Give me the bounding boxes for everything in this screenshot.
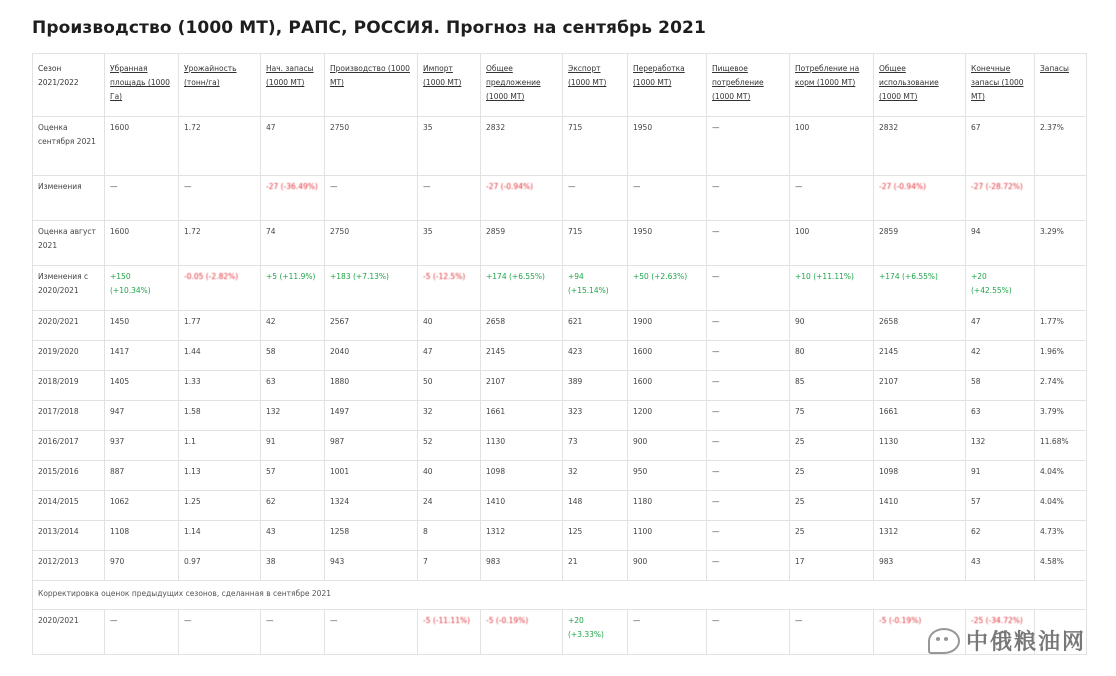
table-cell: — <box>707 551 790 581</box>
table-cell: 1.14 <box>179 521 261 551</box>
table-cell: 67 <box>966 117 1035 176</box>
table-cell: 47 <box>261 117 325 176</box>
table-cell: 1900 <box>628 311 707 341</box>
column-header[interactable]: Запасы <box>1035 54 1087 117</box>
table-cell: — <box>707 266 790 311</box>
table-cell: — <box>628 176 707 221</box>
table-cell: 80 <box>790 341 874 371</box>
table-cell: +20 (+3.33%) <box>563 610 628 655</box>
table-body <box>33 117 1087 655</box>
table-cell: 1600 <box>628 341 707 371</box>
table-cell: 1130 <box>874 431 966 461</box>
table-cell: 2567 <box>325 311 418 341</box>
table-cell: 1312 <box>874 521 966 551</box>
table-cell: 2832 <box>874 117 966 176</box>
column-header[interactable]: Пищевое потребление (1000 МТ) <box>707 54 790 117</box>
table-row <box>33 461 1087 491</box>
table-cell: 132 <box>966 431 1035 461</box>
watermark-text: 中俄粮油网 <box>965 630 1086 655</box>
table-cell: 100 <box>790 221 874 266</box>
table-cell: 75 <box>790 401 874 431</box>
table-cell: -27 (-28.72%) <box>966 176 1035 221</box>
row-label: 2014/2015 <box>33 491 105 521</box>
table-cell: 983 <box>481 551 563 581</box>
table-cell: 715 <box>563 221 628 266</box>
column-header[interactable]: Импорт (1000 МТ) <box>418 54 481 117</box>
table-cell: 17 <box>790 551 874 581</box>
table-cell: 25 <box>790 461 874 491</box>
table-cell: — <box>707 117 790 176</box>
column-header: Сезон 2021/2022 <box>33 54 105 117</box>
row-label: 2019/2020 <box>33 341 105 371</box>
table-row <box>33 311 1087 341</box>
table-cell: 1661 <box>874 401 966 431</box>
table-cell: 62 <box>261 491 325 521</box>
table-cell: -5 (-11.11%) <box>418 610 481 655</box>
table-cell: 1600 <box>105 221 179 266</box>
table-row <box>33 266 1087 311</box>
row-label: 2015/2016 <box>33 461 105 491</box>
column-header[interactable]: Производство (1000 МТ) <box>325 54 418 117</box>
table-cell: 1417 <box>105 341 179 371</box>
table-cell: 47 <box>966 311 1035 341</box>
table-cell: -27 (-0.94%) <box>874 176 966 221</box>
table-cell: — <box>707 176 790 221</box>
table-cell: 1062 <box>105 491 179 521</box>
table-cell: 2107 <box>874 371 966 401</box>
note-row <box>33 581 1087 610</box>
table-cell: 90 <box>790 311 874 341</box>
table-cell: 943 <box>325 551 418 581</box>
table-cell: 125 <box>563 521 628 551</box>
table-cell: — <box>707 221 790 266</box>
table-row <box>33 117 1087 176</box>
table-cell: 887 <box>105 461 179 491</box>
table-cell: — <box>790 610 874 655</box>
table-cell: +50 (+2.63%) <box>628 266 707 311</box>
table-cell: 1258 <box>325 521 418 551</box>
table-cell: 52 <box>418 431 481 461</box>
table-cell: — <box>707 491 790 521</box>
table-cell: 900 <box>628 551 707 581</box>
table-cell: — <box>563 176 628 221</box>
table-cell: 937 <box>105 431 179 461</box>
table-cell: 970 <box>105 551 179 581</box>
page-title: Производство (1000 МТ), РАПС, РОССИЯ. Прогноз на сентябрь 2021 <box>32 18 706 38</box>
table-cell: 91 <box>966 461 1035 491</box>
table-cell: 7 <box>418 551 481 581</box>
table-cell: 1098 <box>874 461 966 491</box>
table-cell: 2658 <box>481 311 563 341</box>
table-cell: +174 (+6.55%) <box>481 266 563 311</box>
table-cell: 21 <box>563 551 628 581</box>
table-cell: 4.58% <box>1035 551 1087 581</box>
table-cell: — <box>325 610 418 655</box>
table-cell: 58 <box>261 341 325 371</box>
table-cell: 50 <box>418 371 481 401</box>
table-cell: 43 <box>966 551 1035 581</box>
table-cell: +174 (+6.55%) <box>874 266 966 311</box>
table-cell: 58 <box>966 371 1035 401</box>
table-cell: -5 (-0.19%) <box>874 610 966 655</box>
table-row <box>33 401 1087 431</box>
table-cell: 2107 <box>481 371 563 401</box>
table-cell: 323 <box>563 401 628 431</box>
table-cell: 1410 <box>874 491 966 521</box>
table-cell: 2658 <box>874 311 966 341</box>
table-row <box>33 521 1087 551</box>
table-cell: 1130 <box>481 431 563 461</box>
table-cell: 1.77% <box>1035 311 1087 341</box>
table-cell: — <box>105 610 179 655</box>
table-cell: 0.97 <box>179 551 261 581</box>
table-cell: +5 (+11.9%) <box>261 266 325 311</box>
table-cell: -27 (-0.94%) <box>481 176 563 221</box>
table-cell: 63 <box>966 401 1035 431</box>
table-cell: — <box>707 401 790 431</box>
table-cell: 25 <box>790 521 874 551</box>
table-cell: — <box>325 176 418 221</box>
table-cell: 25 <box>790 431 874 461</box>
table-cell: 2040 <box>325 341 418 371</box>
table-cell: 40 <box>418 311 481 341</box>
forecast-table <box>32 53 1087 655</box>
table-cell: 1108 <box>105 521 179 551</box>
table-cell: 94 <box>966 221 1035 266</box>
row-label: Изменения с 2020/2021 <box>33 266 105 311</box>
table-cell <box>1035 266 1087 311</box>
column-header[interactable]: Убранная площадь (1000 Га) <box>105 54 179 117</box>
row-label: 2016/2017 <box>33 431 105 461</box>
table-row <box>33 341 1087 371</box>
table-cell: 1098 <box>481 461 563 491</box>
table-cell: +10 (+11.11%) <box>790 266 874 311</box>
table-header-row <box>33 54 1087 117</box>
table-cell: — <box>707 461 790 491</box>
column-header[interactable]: Конечные запасы (1000 МТ) <box>966 54 1035 117</box>
table-cell: — <box>105 176 179 221</box>
table-cell: 1.72 <box>179 221 261 266</box>
table-cell: 1661 <box>481 401 563 431</box>
table-cell: 1950 <box>628 117 707 176</box>
table-cell: 32 <box>418 401 481 431</box>
table-cell: 1410 <box>481 491 563 521</box>
forecast-table-container <box>32 53 1086 655</box>
watermark <box>928 625 1086 656</box>
table-cell: 1950 <box>628 221 707 266</box>
table-cell: 3.79% <box>1035 401 1087 431</box>
table-cell: 1200 <box>628 401 707 431</box>
column-header[interactable]: Урожайность (тонн/га) <box>179 54 261 117</box>
table-cell: 32 <box>563 461 628 491</box>
wechat-icon <box>928 628 960 654</box>
table-cell: 1600 <box>105 117 179 176</box>
table-cell: -5 (-12.5%) <box>418 266 481 311</box>
table-cell: 1.72 <box>179 117 261 176</box>
table-cell: 38 <box>261 551 325 581</box>
table-cell: — <box>707 311 790 341</box>
table-cell: 40 <box>418 461 481 491</box>
table-cell: 1600 <box>628 371 707 401</box>
table-cell: 715 <box>563 117 628 176</box>
table-row <box>33 491 1087 521</box>
table-cell: — <box>418 176 481 221</box>
table-cell: — <box>707 431 790 461</box>
table-cell: 47 <box>418 341 481 371</box>
table-cell: — <box>707 521 790 551</box>
table-cell: — <box>707 610 790 655</box>
table-cell: 4.04% <box>1035 491 1087 521</box>
table-cell: 389 <box>563 371 628 401</box>
table-cell: 43 <box>261 521 325 551</box>
table-cell: +20 (+42.55%) <box>966 266 1035 311</box>
column-header[interactable]: Экспорт (1000 МТ) <box>563 54 628 117</box>
table-cell: 1497 <box>325 401 418 431</box>
table-cell: 57 <box>966 491 1035 521</box>
column-header[interactable]: Общее использование (1000 МТ) <box>874 54 966 117</box>
table-cell: -25 (-34.72%) <box>966 610 1035 655</box>
table-cell: 4.73% <box>1035 521 1087 551</box>
table-cell: 2750 <box>325 117 418 176</box>
table-row <box>33 431 1087 461</box>
table-cell: 1.25 <box>179 491 261 521</box>
table-cell: 900 <box>628 431 707 461</box>
table-cell: 1.13 <box>179 461 261 491</box>
column-header[interactable]: Общее предложение (1000 МТ) <box>481 54 563 117</box>
table-cell: 57 <box>261 461 325 491</box>
table-cell: — <box>179 610 261 655</box>
table-cell: -5 (-0.19%) <box>481 610 563 655</box>
row-label: 2020/2021 <box>33 610 105 655</box>
table-cell: 91 <box>261 431 325 461</box>
row-label: 2012/2013 <box>33 551 105 581</box>
table-cell: 1.77 <box>179 311 261 341</box>
table-cell: +94 (+15.14%) <box>563 266 628 311</box>
table-cell: 1880 <box>325 371 418 401</box>
table-cell: 1312 <box>481 521 563 551</box>
table-cell: 947 <box>105 401 179 431</box>
table-cell: 74 <box>261 221 325 266</box>
row-label: Оценка август 2021 <box>33 221 105 266</box>
table-cell: -27 (-36.49%) <box>261 176 325 221</box>
table-cell: 4.04% <box>1035 461 1087 491</box>
table-cell: 35 <box>418 117 481 176</box>
column-header[interactable]: Переработка (1000 МТ) <box>628 54 707 117</box>
correction-note: Корректировка оценок предыдущих сезонов, сделанная в сентябре 2021 <box>33 581 1087 610</box>
row-label: 2018/2019 <box>33 371 105 401</box>
table-cell: 1324 <box>325 491 418 521</box>
table-cell: 42 <box>966 341 1035 371</box>
table-cell: 1001 <box>325 461 418 491</box>
table-cell: 2859 <box>874 221 966 266</box>
row-label: 2020/2021 <box>33 311 105 341</box>
row-label: Изменения <box>33 176 105 221</box>
table-cell: 24 <box>418 491 481 521</box>
row-label: Оценка сентября 2021 <box>33 117 105 176</box>
table-cell: 2859 <box>481 221 563 266</box>
column-header[interactable]: Потребление на корм (1000 МТ) <box>790 54 874 117</box>
table-cell: 62 <box>966 521 1035 551</box>
table-cell: 1450 <box>105 311 179 341</box>
table-cell: 2832 <box>481 117 563 176</box>
table-cell: 1180 <box>628 491 707 521</box>
table-cell: 2145 <box>874 341 966 371</box>
table-cell: 8 <box>418 521 481 551</box>
table-cell: 621 <box>563 311 628 341</box>
table-cell: — <box>707 341 790 371</box>
table-cell: 950 <box>628 461 707 491</box>
table-cell: 983 <box>874 551 966 581</box>
table-row <box>33 176 1087 221</box>
table-cell: 1.33 <box>179 371 261 401</box>
table-cell: 3.29% <box>1035 221 1087 266</box>
table-cell: 1100 <box>628 521 707 551</box>
table-cell: — <box>179 176 261 221</box>
table-cell: 42 <box>261 311 325 341</box>
table-cell: 2145 <box>481 341 563 371</box>
table-cell: — <box>261 610 325 655</box>
table-cell: 35 <box>418 221 481 266</box>
table-cell: 63 <box>261 371 325 401</box>
table-cell: 1.44 <box>179 341 261 371</box>
row-label: 2017/2018 <box>33 401 105 431</box>
table-row <box>33 221 1087 266</box>
table-cell: +183 (+7.13%) <box>325 266 418 311</box>
table-cell: 1.96% <box>1035 341 1087 371</box>
table-cell: 1.1 <box>179 431 261 461</box>
table-cell: 2.37% <box>1035 117 1087 176</box>
table-cell: 987 <box>325 431 418 461</box>
table-cell: 1405 <box>105 371 179 401</box>
table-cell: 1.58 <box>179 401 261 431</box>
table-cell: 423 <box>563 341 628 371</box>
table-cell: 11.68% <box>1035 431 1087 461</box>
table-cell: 73 <box>563 431 628 461</box>
table-row <box>33 371 1087 401</box>
row-label: 2013/2014 <box>33 521 105 551</box>
table-cell: -0.05 (-2.82%) <box>179 266 261 311</box>
table-cell: 132 <box>261 401 325 431</box>
table-cell: — <box>707 371 790 401</box>
table-cell: 85 <box>790 371 874 401</box>
table-cell: +150 (+10.34%) <box>105 266 179 311</box>
column-header[interactable]: Нач. запасы (1000 МТ) <box>261 54 325 117</box>
table-cell: — <box>628 610 707 655</box>
table-cell: — <box>790 176 874 221</box>
table-cell: 2.74% <box>1035 371 1087 401</box>
table-cell: 25 <box>790 491 874 521</box>
table-cell <box>1035 176 1087 221</box>
table-cell: 2750 <box>325 221 418 266</box>
table-cell: 100 <box>790 117 874 176</box>
table-row <box>33 551 1087 581</box>
table-cell: 148 <box>563 491 628 521</box>
